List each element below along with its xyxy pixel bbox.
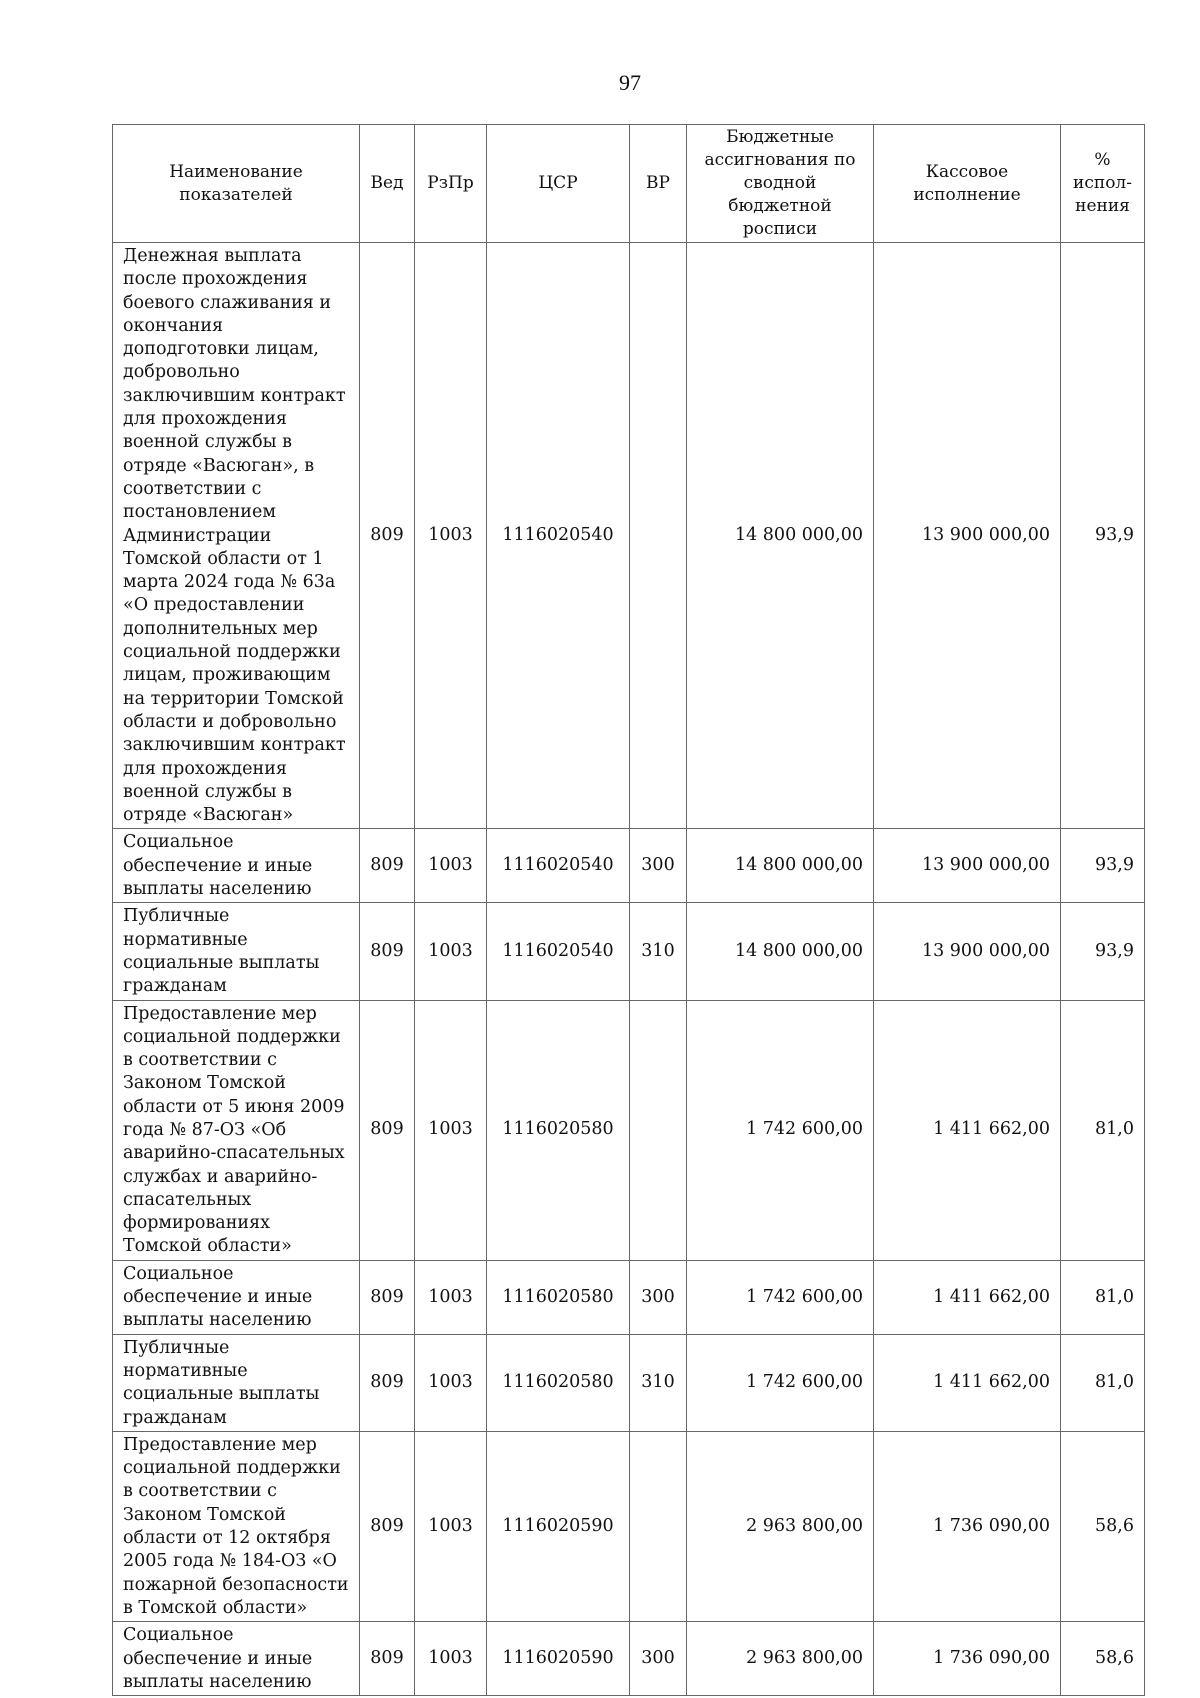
row-csr: 1116020580 bbox=[487, 1334, 630, 1431]
row-vr: 310 bbox=[630, 903, 687, 1000]
header-rzpr: РзПр bbox=[415, 125, 487, 243]
row-budget: 2 963 800,00 bbox=[687, 1622, 874, 1696]
row-rzpr: 1003 bbox=[415, 829, 487, 903]
row-csr: 1116020590 bbox=[487, 1431, 630, 1621]
row-budget: 14 800 000,00 bbox=[687, 829, 874, 903]
row-csr: 1116020580 bbox=[487, 1000, 630, 1260]
row-cash: 1 411 662,00 bbox=[874, 1260, 1061, 1334]
row-percent: 58,6 bbox=[1061, 1622, 1145, 1696]
table-row bbox=[113, 1431, 1145, 1621]
row-ved: 809 bbox=[360, 903, 415, 1000]
row-vr: 300 bbox=[630, 829, 687, 903]
row-rzpr: 1003 bbox=[415, 243, 487, 829]
row-budget: 1 742 600,00 bbox=[687, 1000, 874, 1260]
row-ved: 809 bbox=[360, 1334, 415, 1431]
row-cash: 1 411 662,00 bbox=[874, 1000, 1061, 1260]
row-budget: 14 800 000,00 bbox=[687, 243, 874, 829]
header-name: Наименование показателей bbox=[113, 125, 360, 243]
row-budget: 2 963 800,00 bbox=[687, 1431, 874, 1621]
row-percent: 81,0 bbox=[1061, 1000, 1145, 1260]
table-row bbox=[113, 903, 1145, 1000]
row-rzpr: 1003 bbox=[415, 1431, 487, 1621]
row-cash: 1 411 662,00 bbox=[874, 1334, 1061, 1431]
row-ved: 809 bbox=[360, 1260, 415, 1334]
row-name: Денежная выплата после прохождения боевого слаживания и окончания доподготовки лицам, добровольно заключившим контракт для прохождения военной службы в отряде «Васюган», в соответствии с постановлением Администрации Томской области от 1 марта 2024 года № 63а «О предоставлении дополнительных мер социальной поддержки лицам, проживающим на территории Томской области и добровольно заключившим контракт для прохождения военной службы в отряде «Васюган» bbox=[113, 243, 360, 829]
row-csr: 1116020590 bbox=[487, 1622, 630, 1696]
table-row bbox=[113, 829, 1145, 903]
row-percent: 93,9 bbox=[1061, 829, 1145, 903]
row-name: Публичные нормативные социальные выплаты гражданам bbox=[113, 903, 360, 1000]
row-percent: 93,9 bbox=[1061, 243, 1145, 829]
row-cash: 1 736 090,00 bbox=[874, 1622, 1061, 1696]
row-name: Социальное обеспечение и иные выплаты населению bbox=[113, 829, 360, 903]
page-number: 97 bbox=[619, 70, 641, 95]
row-percent: 81,0 bbox=[1061, 1260, 1145, 1334]
row-name: Предоставление мер социальной поддержки в соответствии с Законом Томской области от 5 июня 2009 года № 87-ОЗ «Об аварийно-спасательных службах и аварийно-спасательных формированиях Томской области» bbox=[113, 1000, 360, 1260]
row-csr: 1116020540 bbox=[487, 829, 630, 903]
table-row bbox=[113, 243, 1145, 829]
row-ved: 809 bbox=[360, 1000, 415, 1260]
row-ved: 809 bbox=[360, 1431, 415, 1621]
row-csr: 1116020540 bbox=[487, 243, 630, 829]
table-row bbox=[113, 1622, 1145, 1696]
row-vr bbox=[630, 1000, 687, 1260]
row-percent: 81,0 bbox=[1061, 1334, 1145, 1431]
header-vr: ВР bbox=[630, 125, 687, 243]
row-cash: 13 900 000,00 bbox=[874, 829, 1061, 903]
row-vr bbox=[630, 1431, 687, 1621]
row-budget: 14 800 000,00 bbox=[687, 903, 874, 1000]
row-cash: 13 900 000,00 bbox=[874, 243, 1061, 829]
row-vr: 300 bbox=[630, 1260, 687, 1334]
row-cash: 1 736 090,00 bbox=[874, 1431, 1061, 1621]
row-cash: 13 900 000,00 bbox=[874, 903, 1061, 1000]
header-cash: Кассовое исполнение bbox=[874, 125, 1061, 243]
row-vr: 310 bbox=[630, 1334, 687, 1431]
row-rzpr: 1003 bbox=[415, 1334, 487, 1431]
table-row bbox=[113, 1000, 1145, 1260]
row-rzpr: 1003 bbox=[415, 1000, 487, 1260]
table-row bbox=[113, 1334, 1145, 1431]
row-name: Социальное обеспечение и иные выплаты населению bbox=[113, 1260, 360, 1334]
row-rzpr: 1003 bbox=[415, 1622, 487, 1696]
table-header-row bbox=[113, 125, 1145, 243]
header-csr: ЦСР bbox=[487, 125, 630, 243]
row-percent: 58,6 bbox=[1061, 1431, 1145, 1621]
row-name: Предоставление мер социальной поддержки в соответствии с Законом Томской области от 12 октября 2005 года № 184-ОЗ «О пожарной безопасности в Томской области» bbox=[113, 1431, 360, 1621]
row-ved: 809 bbox=[360, 829, 415, 903]
row-vr: 300 bbox=[630, 1622, 687, 1696]
row-csr: 1116020540 bbox=[487, 903, 630, 1000]
header-ved: Вед bbox=[360, 125, 415, 243]
row-budget: 1 742 600,00 bbox=[687, 1260, 874, 1334]
row-ved: 809 bbox=[360, 1622, 415, 1696]
table-row bbox=[113, 1260, 1145, 1334]
row-vr bbox=[630, 243, 687, 829]
row-percent: 93,9 bbox=[1061, 903, 1145, 1000]
row-rzpr: 1003 bbox=[415, 1260, 487, 1334]
header-budget: Бюджетные ассигнования по сводной бюджетной росписи bbox=[687, 125, 874, 243]
header-percent: % испол-нения bbox=[1061, 125, 1145, 243]
row-name: Публичные нормативные социальные выплаты гражданам bbox=[113, 1334, 360, 1431]
row-budget: 1 742 600,00 bbox=[687, 1334, 874, 1431]
budget-execution-table bbox=[112, 124, 1145, 1696]
row-rzpr: 1003 bbox=[415, 903, 487, 1000]
row-csr: 1116020580 bbox=[487, 1260, 630, 1334]
row-name: Социальное обеспечение и иные выплаты населению bbox=[113, 1622, 360, 1696]
row-ved: 809 bbox=[360, 243, 415, 829]
